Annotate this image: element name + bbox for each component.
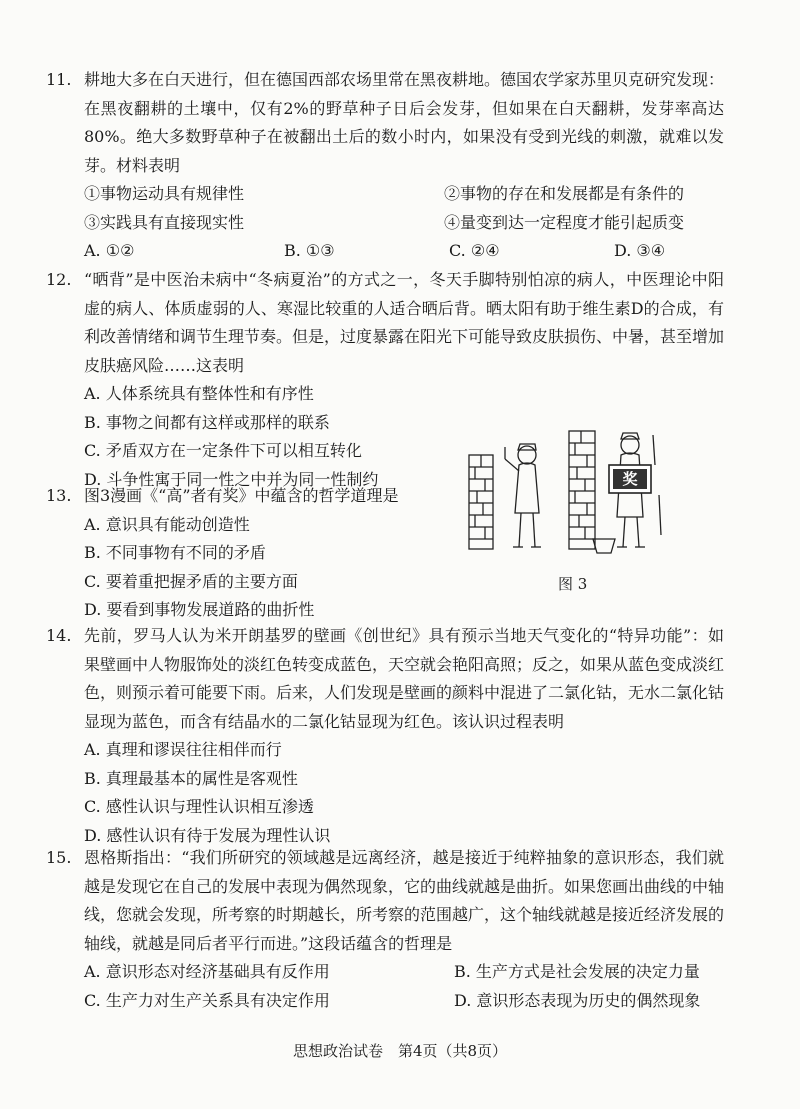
option-c: C. 矛盾双方在一定条件下可以相互转化 bbox=[84, 441, 362, 460]
question-15 bbox=[46, 844, 725, 1015]
question-stem: 图3漫画《“高”者有奖》中蕴含的哲学道理是 bbox=[84, 486, 399, 505]
question-number: 12. bbox=[46, 270, 72, 289]
option-a: A. 意识形态对经济基础具有反作用 bbox=[84, 962, 330, 981]
question-stem: 恩格斯指出：“我们所研究的领域越是远离经济，越是接近于纯粹抽象的意识形态，我们就越是发现它在自己的发展中表现为偶然现象，它的曲线就越是曲折。如果您画出曲线的中轴线，您就会发现，所考察的时期越长，所考察的范围越广，这个轴线就越是接近经济发展的轴线，就越是同后者平行而进。”这段话蕴含的哲理是 bbox=[84, 848, 725, 953]
award-sign-text: 奖 bbox=[622, 470, 638, 488]
option-b: B. 生产方式是社会发展的决定力量 bbox=[454, 962, 700, 981]
option-d: D. 斗争性寓于同一性之中并为同一性制约 bbox=[84, 469, 379, 489]
question-number: 14. bbox=[46, 626, 72, 645]
option-b: B. 不同事物有不同的矛盾 bbox=[84, 543, 266, 562]
statement-4: ④量变到达一定程度才能引起质变 bbox=[444, 212, 685, 232]
option-d: D. 感性认识有待于发展为理性认识 bbox=[84, 825, 331, 845]
question-number: 13. bbox=[46, 486, 72, 505]
option-b: B. ①③ bbox=[284, 241, 335, 260]
option-d: D. 要看到事物发展道路的曲折性 bbox=[84, 600, 315, 619]
question-number: 15. bbox=[46, 848, 72, 867]
statement-2: ②事物的存在和发展都是有条件的 bbox=[444, 184, 685, 203]
question-number: 11. bbox=[46, 70, 72, 89]
question-11 bbox=[46, 66, 725, 266]
question-stem: 先前，罗马人认为米开朗基罗的壁画《创世纪》具有预示当地天气变化的“特异功能”：如果壁画中人物服饰处的淡红色转变成蓝色，天空就会艳阳高照；反之，如果从蓝色变成淡红色，则预示着可能要下雨。后来，人们发现是壁画的颜料中混进了二氯化钴，无水二氯化钴显现为蓝色，而含有结晶水的二氯化钴显现为红色。该认识过程表明 bbox=[84, 626, 725, 731]
option-a: A. 意识具有能动创造性 bbox=[84, 514, 250, 534]
option-b: B. 真理最基本的属性是客观性 bbox=[84, 768, 298, 788]
question-14 bbox=[46, 622, 725, 850]
page-footer: 思想政治试卷 第4页（共8页） bbox=[292, 1042, 508, 1060]
cartoon-figure bbox=[465, 425, 665, 557]
option-b: B. 事物之间都有这样或那样的联系 bbox=[84, 412, 330, 432]
option-c: C. 生产力对生产关系具有决定作用 bbox=[84, 990, 330, 1010]
option-a: A. ①② bbox=[84, 241, 135, 260]
option-c: C. 要着重把握矛盾的主要方面 bbox=[84, 571, 298, 591]
question-stem: “晒背”是中医治未病中“冬病夏治”的方式之一，冬天手脚特别怕凉的病人，中医理论中阳虚的病人、体质虚弱的人、寒湿比较重的人适合晒后背。晒太阳有助于维生素D的合成，有利改善情绪和调节生理节奏。但是，过度暴露在阳光下可能导致皮肤损伤、中暑，甚至增加皮肤癌风险……这表明 bbox=[84, 270, 725, 375]
question-stem: 耕地大多在白天进行，但在德国西部农场里常在黑夜耕地。德国农学家苏里贝克研究发现：在黑夜翻耕的土壤中，仅有2%的野草种子日后会发芽，但如果在白天翻耕，发芽率高达80%。绝大多数野草种子在被翻出土后的数小时内，如果没有受到光线的刺激，就难以发芽。材料表明 bbox=[84, 70, 725, 175]
question-13 bbox=[46, 482, 454, 625]
statement-3: ③实践具有直接现实性 bbox=[84, 212, 245, 232]
figure-caption: 图 3 bbox=[558, 575, 588, 593]
option-c: C. ②④ bbox=[449, 241, 500, 260]
option-c: C. 感性认识与理性认识相互渗透 bbox=[84, 797, 314, 816]
option-d: D. ③④ bbox=[614, 241, 666, 260]
option-a: A. 真理和谬误往往相伴而行 bbox=[84, 740, 282, 759]
statement-1: ①事物运动具有规律性 bbox=[84, 184, 245, 203]
cartoon-drawing bbox=[465, 425, 665, 557]
option-d: D. 意识形态表现为历史的偶然现象 bbox=[454, 990, 701, 1010]
option-a: A. 人体系统具有整体性和有序性 bbox=[84, 384, 314, 403]
